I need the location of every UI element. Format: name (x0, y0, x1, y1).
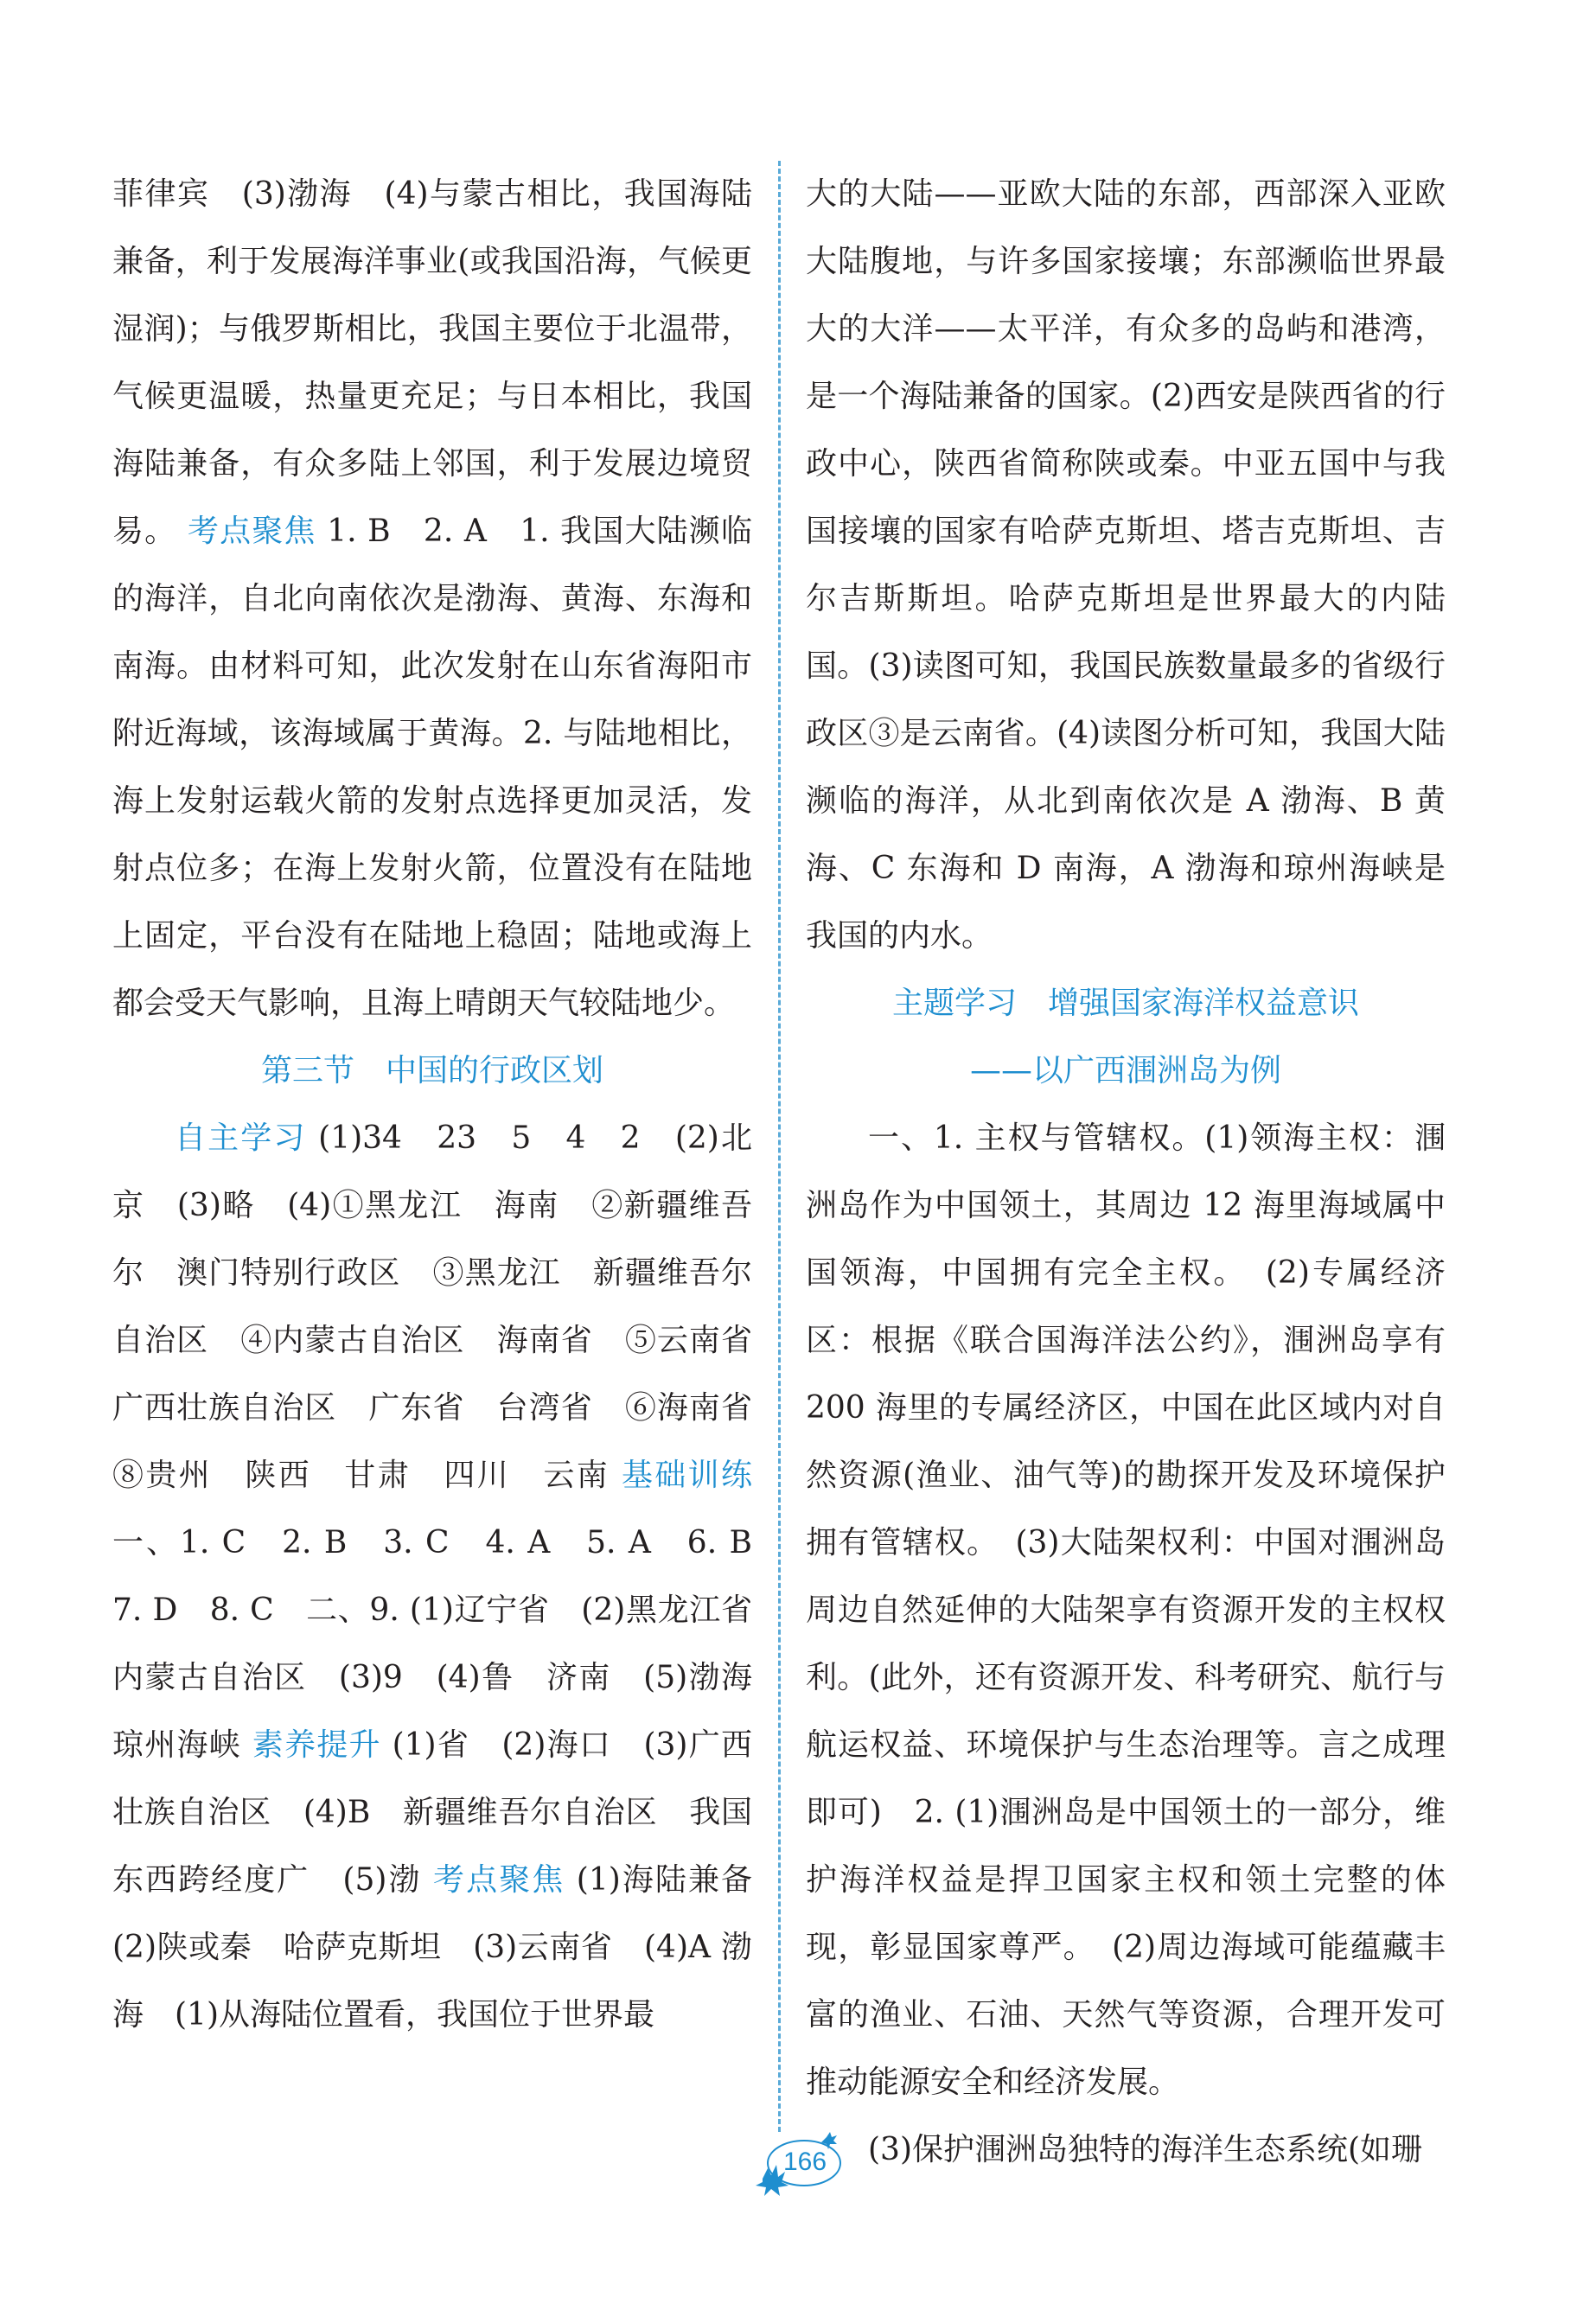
section-tag-zizhu: 自主学习 (175, 1120, 307, 1156)
theme-title: 主题学习 增强国家海洋权益意识 (891, 986, 1359, 1021)
right-column (806, 161, 1446, 2184)
answer-paragraph (112, 161, 752, 1037)
answer-paragraph: 大的大陆——亚欧大陆的东部，西部深入亚欧大陆腹地，与许多国家接壤；东部濒临世界最大的大洋——太平洋，有众多的岛屿和港湾，是一个海陆兼备的国家。(2)西安是陕西省的行政中心，陕西省简称陕或秦。中亚五国中与我国接壤的国家有哈萨克斯坦、塔吉克斯坦、吉尔吉斯斯坦。哈萨克斯坦是世界最大的内陆国。(3)读图可知，我国民族数量最多的省级行政区③是云南省。(4)读图分析可知，我国大陆濒临的海洋，从北到南依次是 A 渤海、B 黄海、C 东海和 D 南海，A 渤海和琼州海峡是我国的内水。 (806, 176, 1446, 954)
answer-paragraph: 一、1. 主权与管辖权。(1)领海主权：涠洲岛作为中国领土，其周边 12 海里海域属中国领海，中国拥有完全主权。 (2)专属经济区：根据《联合国海洋法公约》，涠洲岛享有 200 海里的专属经济区，中国在此区域内对自然资源(渔业、油气等)的勘探开发及环境保护拥有管辖权。 (3)大陆架权利：中国对涠洲岛周边自然延伸的大陆架享有资源开发的主权权利。(此外，还有资源开发、科考研究、航行与航运权益、环境保护与生态治理等。言之成理即可) 2. (1)涠洲岛是中国领土的一部分，维护海洋权益是捍卫国家主权和领土完整的体现，彰显国家尊严。 (2)周边海域可能蕴藏丰富的渔业、石油、天然气等资源，合理开发可推动能源安全和经济发展。 (806, 1120, 1446, 2100)
answer-text: 一、1. C 2. B 3. C 4. A 5. A 6. B 7. D 8. C 二、9. (1)辽宁省 (2)黑龙江省 内蒙古自治区 (3)9 (4)鲁 济南 (5)渤海 琼州海峡 (112, 1525, 784, 1763)
answer-text: (1)省 (2)海口 (3)广西壮族自治区 (4)B 新疆维吾尔自治区 我国东西跨经度广 (5)渤 (112, 1727, 752, 1898)
section-tag-suyang: 素养提升 (252, 1727, 381, 1763)
answer-text: 1. B 2. A 1. 我国大陆濒临的海洋，自北向南依次是渤海、黄海、东海和南海。由材料可知，此次发射在山东省海阳市附近海域，该海域属于黄海。2. 与陆地相比，海上发射运载火箭的发射点选择更加灵活，发射点位多；在海上发射火箭，位置没有在陆地上固定，平台没有在陆地上稳固；陆地或海上都会受天气影响，且海上晴朗天气较陆地少。 (112, 514, 752, 1021)
answer-text: (1)34 23 5 4 2 (2)北京 (3)略 (4)①黑龙江 海南 ②新疆维吾尔 澳门特别行政区 ③黑龙江 新疆维吾尔自治区 ④内蒙古自治区 海南省 ⑤云南省 广西壮族自治区 广东省 台湾省 ⑥海南省 ⑧贵州 陕西 甘肃 四川 云南 (112, 1120, 784, 1493)
answer-paragraph: (3)保护涠洲岛独特的海洋生态系统(如珊 (868, 2132, 1423, 2167)
left-column (112, 161, 784, 2049)
section-tag-kaodian: 考点聚焦 (433, 1862, 565, 1898)
page-number-badge (744, 2128, 847, 2206)
answer-text: 菲律宾 (3)渤海 (4)与蒙古相比，我国海陆兼备，利于发展海洋事业(或我国沿海，气候更湿润)；与俄罗斯相比，我国主要位于北温带，气候更温暖，热量更充足；与日本相比，我国海陆兼备，有众多陆上邻国，利于发展边境贸易。 (112, 176, 752, 549)
section-tag-kaodian: 考点聚焦 (187, 514, 316, 549)
page-number: 166 (782, 2148, 827, 2176)
column-divider (778, 161, 781, 2132)
answer-text: (1)海陆兼备 (2)陕或秦 哈萨克斯坦 (3)云南省 (4)A 渤海 (1)从海陆位置看，我国位于世界最 (112, 1862, 784, 2033)
theme-subtitle: ——以广西涠洲岛为例 (969, 1053, 1281, 1088)
answer-paragraph (112, 1105, 784, 2049)
section-title: 第三节 中国的行政区划 (260, 1053, 603, 1088)
section-tag-jichu: 基础训练 (621, 1458, 752, 1493)
